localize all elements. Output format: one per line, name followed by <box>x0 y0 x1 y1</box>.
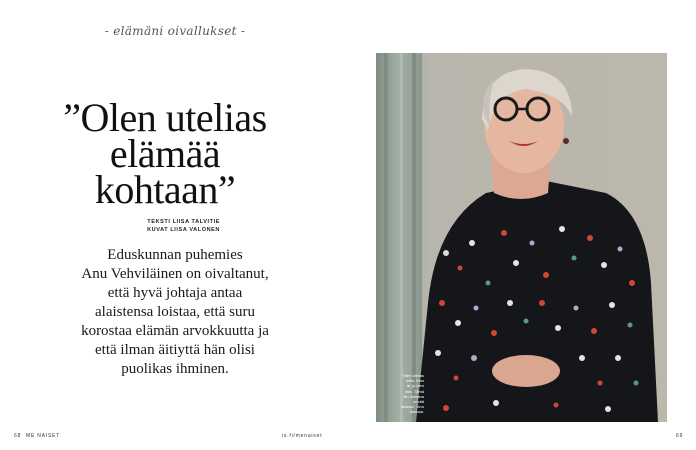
lead-line: Eduskunnan puhemies <box>107 247 243 263</box>
portrait-photo <box>376 53 667 422</box>
magazine-url: is.fi/menaiset <box>282 433 323 439</box>
page-number-left: 68 <box>14 433 22 439</box>
lead-paragraph <box>64 246 286 379</box>
lead-line: puolikas ihminen. <box>121 361 229 377</box>
headline-line: elämää <box>109 131 221 176</box>
section-tag: - elämäni oivallukset - <box>104 24 246 38</box>
photo-caption <box>380 373 424 415</box>
magazine-name: ME NAISET <box>26 433 61 439</box>
page-number-right: 69 <box>676 433 684 439</box>
caption-line: itin mukana <box>403 393 424 399</box>
lead-line: että ilman äitiyttä hän olisi <box>95 342 255 358</box>
credit-text: TEKSTI LIISA TALVITIE <box>147 219 220 225</box>
lead-line: Anu Vehviläinen on oivaltanut, <box>81 266 269 282</box>
headline <box>40 95 290 212</box>
caption-line: ”Olen utelias <box>401 373 424 378</box>
lead-line: korostaa elämän arvokkuutta ja <box>81 323 269 339</box>
lead-line: että hyvä johtaja antaa <box>107 285 243 301</box>
caption-line: utta. Tämä <box>404 388 424 394</box>
credit-photos: KUVAT LIISA VALONEN <box>147 227 220 233</box>
portrait-illustration <box>376 53 667 422</box>
caption-line: lauksia”, Anu <box>401 404 424 410</box>
caption-line: mies, ihan <box>405 378 424 384</box>
caption-line: kokoaa. <box>409 409 424 415</box>
headline-line: kohtaan” <box>94 167 236 212</box>
headline-line: ”Olen utelias <box>63 95 267 140</box>
caption-line: ja sitä <box>413 399 424 405</box>
caption-line: ia, ja olen <box>406 383 424 389</box>
lead-line: alaistensa loistaa, että suru <box>95 304 255 320</box>
credits <box>100 218 220 234</box>
